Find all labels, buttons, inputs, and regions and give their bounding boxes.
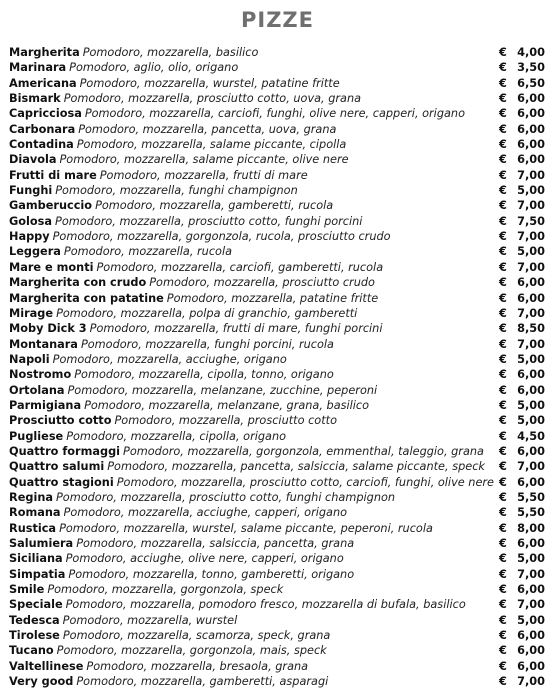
menu-item-name: Regina [9, 490, 53, 504]
currency-symbol: € [499, 659, 507, 673]
menu-item-name: Moby Dick 3 [9, 322, 87, 336]
price-value: 4,50 [517, 429, 545, 443]
currency-symbol: € [499, 444, 507, 458]
menu-item-name: Smile [9, 583, 45, 597]
menu-item [9, 321, 545, 336]
menu-item-ingredients: Pomodoro, mozzarella, pancetta, uova, grana [78, 122, 337, 136]
menu-item [9, 244, 545, 259]
menu-item [9, 398, 545, 413]
menu-item-ingredients: Pomodoro, mozzarella, salame piccante, cipolla [76, 138, 347, 152]
menu-item-ingredients: Pomodoro, mozzarella, pomodoro fresco, mozzarella di bufala, basilico [65, 598, 466, 612]
menu-item-name: Montanara [9, 337, 78, 351]
menu-item [9, 490, 545, 505]
menu-item-price [499, 60, 545, 75]
menu-item [9, 521, 545, 536]
price-value: 7,00 [517, 675, 545, 689]
price-value: 6,00 [517, 383, 545, 397]
menu-item [9, 659, 545, 674]
menu-item-price [499, 429, 545, 444]
menu-item-price [499, 536, 545, 551]
menu-item-price [499, 613, 545, 628]
menu-item [9, 383, 545, 398]
menu-item-ingredients: Pomodoro, mozzarella, salsiccia, pancetta, grana [76, 537, 355, 550]
menu-item [9, 152, 545, 167]
menu-item-ingredients: Pomodoro, aglio, olio, origano [69, 61, 239, 75]
menu-item [9, 275, 545, 290]
currency-symbol: € [499, 644, 507, 658]
menu-item-price [499, 306, 545, 321]
menu-item-price [499, 106, 545, 121]
menu-item-name: Very good [9, 675, 74, 689]
menu-item-name: Margherita [9, 46, 80, 59]
price-value: 6,00 [517, 153, 545, 167]
price-value: 5,00 [517, 352, 545, 366]
price-value: 6,00 [517, 537, 545, 550]
menu-item-name: Salumiera [9, 537, 74, 550]
menu-item-ingredients: Pomodoro, mozzarella, patatine fritte [166, 291, 379, 305]
price-value: 5,00 [517, 245, 545, 259]
price-value: 5,00 [517, 552, 545, 566]
currency-symbol: € [499, 260, 507, 274]
menu-item-ingredients: Pomodoro, mozzarella, gorgonzola, speck [47, 583, 284, 597]
menu-item-price [499, 505, 545, 520]
price-value: 6,00 [517, 444, 545, 458]
menu-item-name: Tedesca [9, 613, 60, 627]
price-value: 6,50 [517, 76, 545, 90]
menu-item-ingredients: Pomodoro, mozzarella, tonno, gamberetti, origano [68, 567, 355, 581]
price-value: 6,00 [517, 629, 545, 643]
menu-item-name: Simpatia [9, 567, 66, 581]
menu-item [9, 122, 545, 137]
menu-item-price [499, 198, 545, 213]
menu-item [9, 229, 545, 244]
currency-symbol: € [499, 629, 507, 643]
menu-item [9, 45, 545, 60]
menu-item-name: Contadina [9, 138, 74, 152]
currency-symbol: € [499, 521, 507, 535]
menu-item-ingredients: Pomodoro, mozzarella, gorgonzola, mais, speck [56, 644, 327, 658]
currency-symbol: € [499, 567, 507, 581]
menu-item-name: Quattro salumi [9, 460, 105, 474]
menu-item-name: Tucano [9, 644, 54, 658]
price-value: 7,00 [517, 460, 545, 474]
price-value: 5,00 [517, 414, 545, 428]
currency-symbol: € [499, 383, 507, 397]
menu-item [9, 459, 545, 474]
menu-item-ingredients: Pomodoro, mozzarella, melanzane, zucchine, peperoni [67, 383, 378, 397]
menu-item [9, 106, 545, 121]
menu-item [9, 413, 545, 428]
menu-item-price [499, 582, 545, 597]
menu-item-name: Nostromo [9, 368, 72, 382]
price-value: 6,00 [517, 122, 545, 136]
menu-item [9, 582, 545, 597]
price-value: 3,50 [517, 61, 545, 75]
menu-item-ingredients: Pomodoro, mozzarella, cipolla, tonno, origano [74, 368, 334, 382]
menu-item-name: Leggera [9, 245, 61, 259]
menu-item-ingredients: Pomodoro, mozzarella, prosciutto crudo [149, 276, 375, 290]
menu-item-name: Pugliese [9, 429, 64, 443]
price-value: 6,00 [517, 368, 545, 382]
currency-symbol: € [499, 414, 507, 428]
price-value: 7,00 [517, 306, 545, 320]
menu-item-name: Siciliana [9, 552, 63, 566]
menu-item [9, 183, 545, 198]
price-value: 6,00 [517, 659, 545, 673]
menu-item-name: Capricciosa [9, 107, 82, 121]
currency-symbol: € [499, 337, 507, 351]
price-value: 4,00 [517, 46, 545, 59]
menu-item-ingredients: Pomodoro, mozzarella, pancetta, salsiccia, salame piccante, speck [107, 460, 485, 474]
price-value: 6,00 [517, 138, 545, 152]
currency-symbol: € [499, 490, 507, 504]
price-value: 7,00 [517, 337, 545, 351]
menu-item [9, 76, 545, 91]
menu-item-name: Parmigiana [9, 398, 82, 412]
currency-symbol: € [499, 199, 507, 213]
menu-item-name: Marinara [9, 61, 67, 75]
menu-item-name: Gamberuccio [9, 199, 93, 213]
menu-item-name: Mirage [9, 306, 54, 320]
menu-item-ingredients: Pomodoro, mozzarella, wurstel, salame piccante, peperoni, rucola [59, 521, 433, 535]
price-value: 6,00 [517, 291, 545, 305]
menu-item [9, 306, 545, 321]
menu-item-ingredients: Pomodoro, mozzarella, gamberetti, rucola [95, 199, 334, 213]
price-value: 6,00 [517, 644, 545, 658]
menu-item-name: Golosa [9, 214, 53, 228]
menu-item [9, 567, 545, 582]
price-value: 7,00 [517, 260, 545, 274]
menu-item-price [499, 383, 545, 398]
currency-symbol: € [499, 61, 507, 75]
menu-item [9, 198, 545, 213]
menu-item-price [499, 229, 545, 244]
menu-item-ingredients: Pomodoro, mozzarella, carciofi, funghi, olive nere, capperi, origano [84, 107, 465, 121]
currency-symbol: € [499, 291, 507, 305]
menu-item-price [499, 352, 545, 367]
menu-item-ingredients: Pomodoro, acciughe, olive nere, capperi, origano [65, 552, 344, 566]
menu-item [9, 597, 545, 612]
menu-item-price [499, 337, 545, 352]
price-value: 6,00 [517, 92, 545, 106]
menu-item-ingredients: Pomodoro, mozzarella, prosciutto cotto, carciofi, funghi, olive nere [116, 475, 495, 489]
menu-item-price [499, 137, 545, 152]
menu-item-ingredients: Pomodoro, mozzarella, wurstel [62, 613, 238, 627]
menu-item-price [499, 597, 545, 612]
menu-item-ingredients: Pomodoro, mozzarella, rucola [63, 245, 233, 259]
menu-item-price [499, 521, 545, 536]
menu-item-price [499, 567, 545, 582]
menu-item-ingredients: Pomodoro, mozzarella, salame piccante, olive nere [59, 153, 349, 167]
currency-symbol: € [499, 398, 507, 412]
menu-item-price [499, 398, 545, 413]
currency-symbol: € [499, 46, 507, 59]
price-value: 6,00 [517, 475, 545, 489]
menu-item-name: Carbonara [9, 122, 76, 136]
currency-symbol: € [499, 352, 507, 366]
menu-item-price [499, 183, 545, 198]
price-value: 7,00 [517, 567, 545, 581]
currency-symbol: € [499, 107, 507, 121]
menu-item-name: Romana [9, 506, 61, 520]
menu-item-ingredients: Pomodoro, mozzarella, acciughe, origano [52, 352, 287, 366]
menu-item-ingredients: Pomodoro, mozzarella, gorgonzola, rucola, prosciutto crudo [52, 230, 391, 244]
menu-item-name: Speciale [9, 598, 63, 612]
currency-symbol: € [499, 276, 507, 290]
menu-item-ingredients: Pomodoro, mozzarella, acciughe, capperi, origano [63, 506, 348, 520]
currency-symbol: € [499, 537, 507, 550]
menu-item-name: Frutti di mare [9, 168, 97, 182]
menu-item-name: Margherita con patatine [9, 291, 164, 305]
menu-item-ingredients: Pomodoro, mozzarella, gorgonzola, emmenthal, taleggio, grana [123, 444, 484, 458]
menu-item-price [499, 91, 545, 106]
price-value: 6,00 [517, 276, 545, 290]
price-value: 5,50 [517, 490, 545, 504]
menu-item-price [499, 152, 545, 167]
menu-item-price [499, 122, 545, 137]
menu-item [9, 505, 545, 520]
menu-item-ingredients: Pomodoro, mozzarella, prosciutto cotto, funghi porcini [55, 214, 363, 228]
price-value: 7,00 [517, 199, 545, 213]
currency-symbol: € [499, 138, 507, 152]
currency-symbol: € [499, 153, 507, 167]
menu-item-price [499, 674, 545, 689]
menu-item-name: Ortolana [9, 383, 65, 397]
menu-item [9, 674, 545, 689]
menu-item-ingredients: Pomodoro, mozzarella, scamorza, speck, grana [62, 629, 331, 643]
menu-item-name: Napoli [9, 352, 50, 366]
menu-item-ingredients: Pomodoro, mozzarella, prosciutto cotto [114, 414, 337, 428]
menu-item-price [499, 168, 545, 183]
menu-item [9, 60, 545, 75]
menu-item-name: Valtellinese [9, 659, 84, 673]
menu-item-ingredients: Pomodoro, mozzarella, gamberetti, asparagi [76, 675, 329, 689]
menu-item-ingredients: Pomodoro, mozzarella, funghi champignon [55, 184, 298, 198]
menu-item-price [499, 214, 545, 229]
currency-symbol: € [499, 184, 507, 198]
menu-item-name: Mare e monti [9, 260, 94, 274]
menu-item [9, 643, 545, 658]
price-value: 7,00 [517, 168, 545, 182]
pizza-menu-list [9, 45, 545, 689]
menu-item-name: Quattro stagioni [9, 475, 114, 489]
currency-symbol: € [499, 475, 507, 489]
price-value: 5,00 [517, 184, 545, 198]
menu-item [9, 613, 545, 628]
menu-item-price [499, 291, 545, 306]
menu-item-name: Bismark [9, 92, 61, 106]
menu-item-price [499, 551, 545, 566]
menu-item-ingredients: Pomodoro, mozzarella, frutti di mare [99, 168, 308, 182]
menu-item-price [499, 459, 545, 474]
menu-item-name: Americana [9, 76, 77, 90]
currency-symbol: € [499, 460, 507, 474]
currency-symbol: € [499, 76, 507, 90]
menu-item-ingredients: Pomodoro, mozzarella, prosciutto cotto, funghi champignon [56, 490, 396, 504]
currency-symbol: € [499, 506, 507, 520]
menu-item-price [499, 76, 545, 91]
menu-item [9, 137, 545, 152]
menu-item-price [499, 244, 545, 259]
menu-item [9, 551, 545, 566]
price-value: 8,00 [517, 521, 545, 535]
menu-item-name: Quattro formaggi [9, 444, 121, 458]
menu-item-price [499, 413, 545, 428]
currency-symbol: € [499, 230, 507, 244]
currency-symbol: € [499, 583, 507, 597]
price-value: 6,00 [517, 107, 545, 121]
menu-item [9, 352, 545, 367]
menu-item-name: Happy [9, 230, 50, 244]
menu-item-price [499, 628, 545, 643]
menu-item-name: Diavola [9, 153, 57, 167]
menu-item-price [499, 260, 545, 275]
menu-item [9, 291, 545, 306]
currency-symbol: € [499, 122, 507, 136]
menu-item [9, 536, 545, 551]
currency-symbol: € [499, 613, 507, 627]
price-value: 6,00 [517, 583, 545, 597]
menu-item-ingredients: Pomodoro, mozzarella, wurstel, patatine fritte [79, 76, 340, 90]
menu-item-ingredients: Pomodoro, mozzarella, bresaola, grana [86, 659, 309, 673]
menu-item-name: Prosciutto cotto [9, 414, 112, 428]
menu-item-ingredients: Pomodoro, mozzarella, melanzane, grana, basilico [84, 398, 370, 412]
menu-item-price [499, 321, 545, 336]
price-value: 5,00 [517, 398, 545, 412]
price-value: 5,50 [517, 506, 545, 520]
currency-symbol: € [499, 245, 507, 259]
currency-symbol: € [499, 552, 507, 566]
price-value: 7,00 [517, 598, 545, 612]
menu-item [9, 337, 545, 352]
menu-item-ingredients: Pomodoro, mozzarella, prosciutto cotto, uova, grana [63, 92, 362, 106]
menu-item-price [499, 45, 545, 60]
menu-item-price [499, 643, 545, 658]
menu-item-price [499, 659, 545, 674]
currency-symbol: € [499, 675, 507, 689]
menu-item-ingredients: Pomodoro, mozzarella, basilico [82, 46, 259, 59]
menu-item [9, 429, 545, 444]
menu-item-ingredients: Pomodoro, mozzarella, frutti di mare, funghi porcini [89, 322, 383, 336]
menu-item-ingredients: Pomodoro, mozzarella, funghi porcini, rucola [80, 337, 334, 351]
price-value: 7,00 [517, 230, 545, 244]
menu-item-price [499, 367, 545, 382]
menu-item-ingredients: Pomodoro, mozzarella, cipolla, origano [66, 429, 287, 443]
page-title: PIZZE [240, 8, 314, 32]
menu-item-ingredients: Pomodoro, mozzarella, carciofi, gamberetti, rucola [96, 260, 384, 274]
currency-symbol: € [499, 429, 507, 443]
menu-item [9, 367, 545, 382]
menu-item [9, 628, 545, 643]
menu-item [9, 91, 545, 106]
menu-item-price [499, 444, 545, 459]
currency-symbol: € [499, 306, 507, 320]
menu-item [9, 260, 545, 275]
menu-item-price [499, 475, 545, 490]
menu-item-price [499, 275, 545, 290]
currency-symbol: € [499, 368, 507, 382]
menu-item-price [499, 490, 545, 505]
menu-item [9, 444, 545, 459]
currency-symbol: € [499, 214, 507, 228]
menu-item-ingredients: Pomodoro, mozzarella, polpa di granchio, gamberetti [56, 306, 358, 320]
menu-item-name: Tirolese [9, 629, 60, 643]
menu-item-name: Funghi [9, 184, 53, 198]
currency-symbol: € [499, 168, 507, 182]
menu-item-name: Margherita con crudo [9, 276, 147, 290]
menu-item [9, 168, 545, 183]
menu-item-name: Rustica [9, 521, 57, 535]
price-value: 5,00 [517, 613, 545, 627]
menu-item [9, 475, 545, 490]
currency-symbol: € [499, 322, 507, 336]
price-value: 7,50 [517, 214, 545, 228]
price-value: 8,50 [517, 322, 545, 336]
currency-symbol: € [499, 92, 507, 106]
currency-symbol: € [499, 598, 507, 612]
menu-item [9, 214, 545, 229]
